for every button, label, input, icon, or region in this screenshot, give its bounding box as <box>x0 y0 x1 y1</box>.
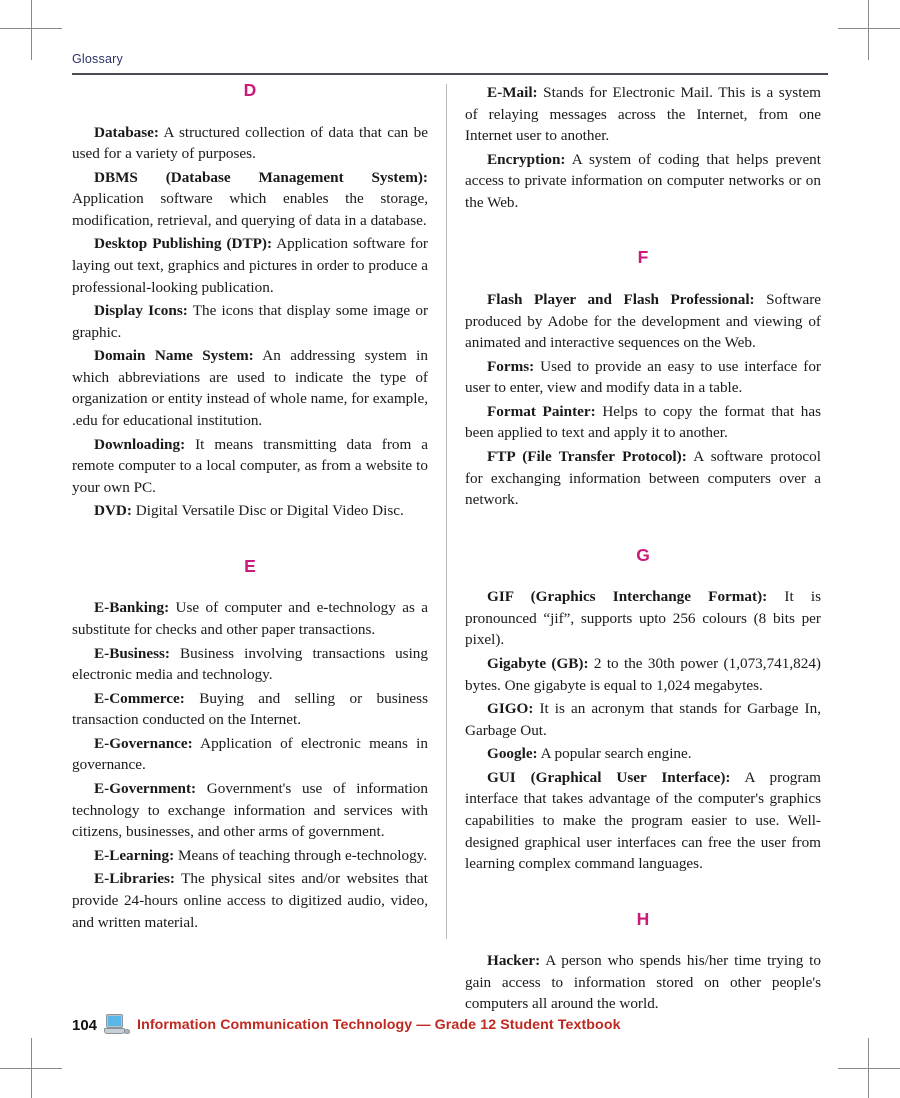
glossary-term: Downloading: <box>94 435 186 453</box>
glossary-definition: Used to provide an easy to use interface for user to enter, view and modify data in a table. <box>465 357 821 397</box>
glossary-term: E-Libraries: <box>94 870 175 888</box>
glossary-entry <box>72 733 428 776</box>
glossary-term: DBMS (Database Management System): <box>94 168 428 186</box>
glossary-definition: A person who spends his/her time trying to gain access to information stored on other people's computers all around the world. <box>465 952 821 1013</box>
glossary-definition: A structured collection of data that can be used for a variety of purposes. <box>72 123 428 163</box>
glossary-term: E-Learning: <box>94 846 175 864</box>
glossary-definition: It means transmitting data from a remote computer to a local computer, as from a website to your own PC. <box>72 435 428 496</box>
glossary-term: Gigabyte (GB): <box>487 654 589 672</box>
glossary-entry <box>72 345 428 431</box>
glossary-term: Database: <box>94 123 159 141</box>
glossary-definition: Digital Versatile Disc or Digital Video Disc. <box>131 502 404 520</box>
glossary-entry <box>72 300 428 343</box>
glossary-term: Desktop Publishing (DTP): <box>94 235 273 253</box>
crop-mark-top-left-vertical <box>31 0 32 60</box>
glossary-entry <box>465 356 821 399</box>
letter-heading-f: F <box>637 247 649 268</box>
glossary-term: Forms: <box>487 357 535 375</box>
glossary-definition: The icons that display some image or graphic. <box>72 302 428 341</box>
glossary-term: E-Government: <box>94 780 197 798</box>
glossary-entry <box>465 586 821 651</box>
glossary-entry <box>465 446 821 511</box>
footer-title: Information Communication Technology — Grade 12 Student Textbook <box>137 1017 621 1033</box>
glossary-entry <box>72 597 428 640</box>
glossary-term: DVD: <box>94 502 132 520</box>
glossary-entry <box>465 653 821 696</box>
glossary-definition: A software protocol for exchanging information between computers over a network. <box>465 448 821 509</box>
glossary-entry <box>465 82 821 147</box>
crop-mark-bottom-right-horizontal <box>838 1068 900 1069</box>
glossary-entry <box>72 500 428 522</box>
glossary-term: Encryption: <box>487 150 566 168</box>
header-rule <box>72 73 828 75</box>
glossary-definition: It is pronounced “jif”, supports upto 256 colours (8 bits per pixel). <box>465 588 821 649</box>
glossary-definition: Software produced by Adobe for the development and viewing of animated and interactive sequences on the Web. <box>465 290 821 352</box>
glossary-term: E-Commerce: <box>94 689 185 707</box>
glossary-definition: A system of coding that helps prevent access to private information on computer networks or on the Web. <box>465 150 821 211</box>
glossary-entry <box>72 643 428 686</box>
glossary-definition: A program interface that takes advantage of the computer's graphics capabilities to make the program easier to use. Well-designed graphical user interfaces can free the user from learning complex command languages. <box>465 768 821 873</box>
glossary-definition: Use of computer and e-technology as a substitute for checks and other paper transactions. <box>72 599 428 638</box>
glossary-definition: Means of teaching through e-technology. <box>174 846 428 864</box>
glossary-term: E-Banking: <box>94 599 170 617</box>
glossary-entry <box>72 233 428 298</box>
glossary-entry <box>72 845 428 867</box>
glossary-entry <box>72 688 428 731</box>
glossary-entry <box>72 167 428 232</box>
letter-heading-h: H <box>636 908 650 929</box>
running-head: Glossary <box>72 52 123 66</box>
crop-mark-bottom-left-vertical <box>31 1038 32 1098</box>
glossary-definition: The physical sites and/or websites that provide 24-hours online access to digitized audio, video, and written material. <box>72 870 428 931</box>
two-column-layout <box>72 80 828 1013</box>
glossary-definition: Application software which enables the storage, modification, retrieval, and querying of data in a database. <box>72 190 428 229</box>
crop-mark-bottom-right-vertical <box>868 1038 869 1098</box>
glossary-term: GIGO: <box>487 700 534 718</box>
page-body <box>72 0 828 1098</box>
glossary-entry <box>72 434 428 499</box>
desktop-computer-icon <box>104 1014 130 1036</box>
letter-heading-e: E <box>244 555 256 576</box>
glossary-entry <box>465 950 821 1015</box>
crop-mark-top-right-horizontal <box>838 28 900 29</box>
glossary-definition: A popular search engine. <box>537 745 692 763</box>
glossary-definition: Application of electronic means in governance. <box>72 734 428 774</box>
glossary-entry <box>465 767 821 875</box>
glossary-term: E-Mail: <box>487 84 538 101</box>
right-column <box>447 82 821 1013</box>
glossary-term: Hacker: <box>487 952 541 970</box>
glossary-term: Flash Player and Flash Professional: <box>487 290 755 308</box>
glossary-definition: Helps to copy the format that has been applied to text and apply it to another. <box>465 402 821 442</box>
page-number: 104 <box>72 1016 98 1034</box>
glossary-entry <box>72 778 428 843</box>
glossary-term: FTP (File Transfer Protocol): <box>487 448 687 466</box>
page-footer <box>72 1014 828 1036</box>
glossary-definition: Business involving transactions using electronic media and technology. <box>72 644 428 684</box>
glossary-entry <box>465 289 821 354</box>
glossary-definition: 2 to the 30th power (1,073,741,824) bytes. One gigabyte is equal to 1,024 megabytes. <box>465 654 821 694</box>
crop-mark-top-right-vertical <box>868 0 869 60</box>
glossary-definition: An addressing system in which abbreviations are used to indicate the type of organization or entity instead of whole name, for example, .edu for educational institution. <box>72 347 428 430</box>
glossary-entry <box>465 698 821 741</box>
glossary-definition: Government's use of information technology to exchange information and services with citizens, businesses, and other arms of government. <box>72 780 428 841</box>
glossary-term: E-Governance: <box>94 734 193 752</box>
glossary-definition: Application software for laying out text, graphics and pictures in order to produce a professional-looking publication. <box>72 235 428 296</box>
glossary-definition: Buying and selling or business transaction conducted on the Internet. <box>72 689 428 729</box>
glossary-entry <box>465 149 821 214</box>
letter-heading-d: D <box>243 80 257 100</box>
glossary-entry <box>465 743 821 765</box>
glossary-entry <box>465 401 821 444</box>
letter-heading-g: G <box>636 544 650 565</box>
left-column <box>72 82 446 997</box>
glossary-term: Domain Name System: <box>94 347 254 365</box>
glossary-term: E-Business: <box>94 644 170 662</box>
glossary-term: Google: <box>487 745 538 763</box>
glossary-term: Format Painter: <box>487 402 596 420</box>
glossary-entry <box>72 868 428 933</box>
glossary-definition: Stands for Electronic Mail. This is a system of relaying messages across the Internet, from one Internet user to another. <box>465 84 821 145</box>
glossary-term: Display Icons: <box>94 302 188 320</box>
glossary-term: GIF (Graphics Interchange Format): <box>487 588 768 606</box>
glossary-definition: It is an acronym that stands for Garbage In, Garbage Out. <box>465 700 821 739</box>
glossary-term: GUI (Graphical User Interface): <box>487 768 731 786</box>
glossary-entry <box>72 122 428 165</box>
